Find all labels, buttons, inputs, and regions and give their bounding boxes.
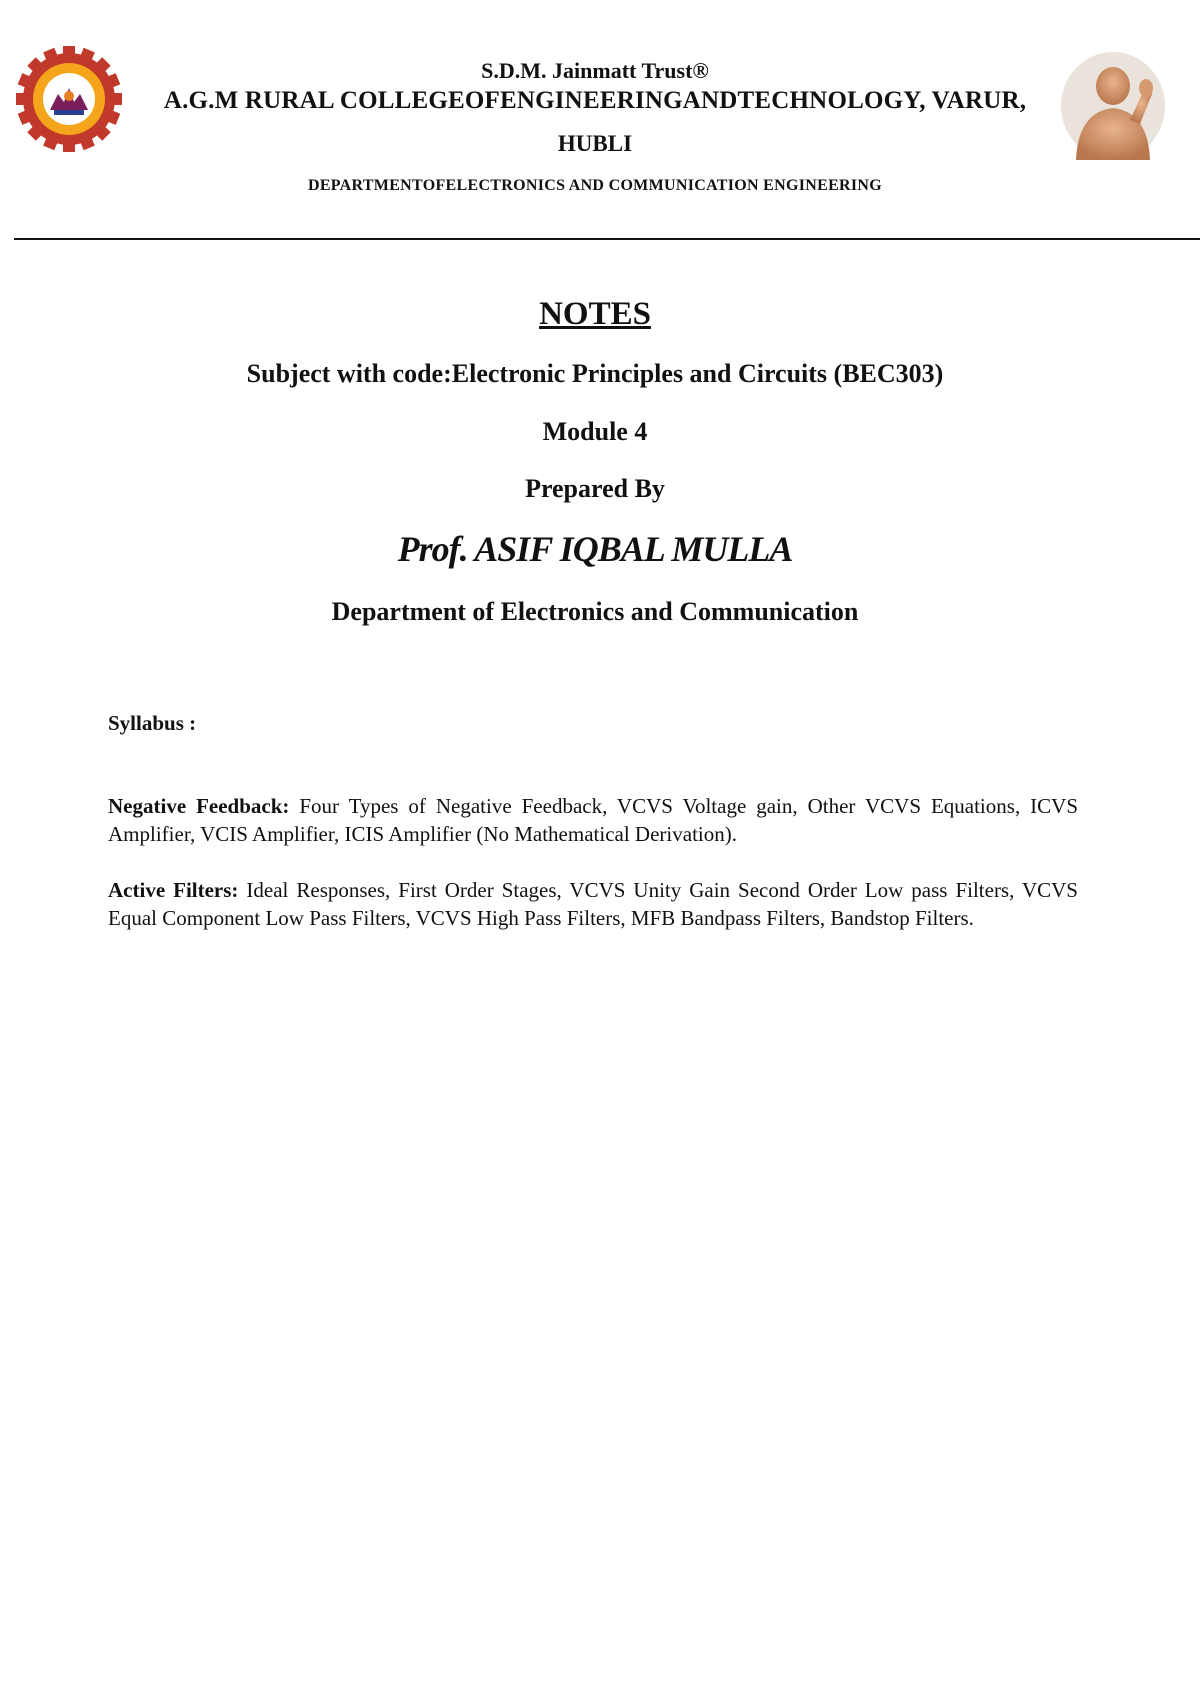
syllabus-item-active-filters	[108, 876, 1078, 932]
syllabus-heading: Syllabus :	[108, 711, 197, 735]
college-city: HUBLI	[557, 131, 633, 156]
syllabus-item-text: Ideal Responses, First Order Stages, VCVS Unity Gain Second Order Low pass Filters, VCVS Equal Component Low Pass Filters, VCVS High Pass Filters, MFB Bandpass Filters, Bandstop Filters.	[108, 878, 1078, 930]
header-divider	[14, 238, 1200, 240]
syllabus-item-text: Four Types of Negative Feedback, VCVS Voltage gain, Other VCVS Equations, ICVS Amplifier, VCIS Amplifier, ICIS Amplifier (No Mathematical Derivation).	[108, 794, 1078, 846]
college-name: A.G.M RURAL COLLEGEOFENGINEERINGANDTECHNOLOGY, VARUR,	[163, 87, 1027, 114]
trust-name: S.D.M. Jainmatt Trust®	[481, 58, 709, 83]
syllabus-item-negative-feedback	[108, 792, 1078, 848]
author-department: Department of Electronics and Communication	[331, 597, 859, 626]
author-name: Prof. ASIF IQBAL MULLA	[397, 529, 793, 569]
department-name: DEPARTMENTOFELECTRONICS AND COMMUNICATION ENGINEERING	[307, 177, 883, 194]
subject-with-code: Subject with code:Electronic Principles and Circuits (BEC303)	[246, 359, 944, 388]
document-title: NOTES	[539, 296, 651, 332]
module-number: Module 4	[542, 417, 648, 446]
syllabus-item-label: Active Filters:	[108, 878, 239, 902]
syllabus-item-label: Negative Feedback:	[108, 794, 290, 818]
prepared-by-label: Prepared By	[525, 474, 665, 503]
